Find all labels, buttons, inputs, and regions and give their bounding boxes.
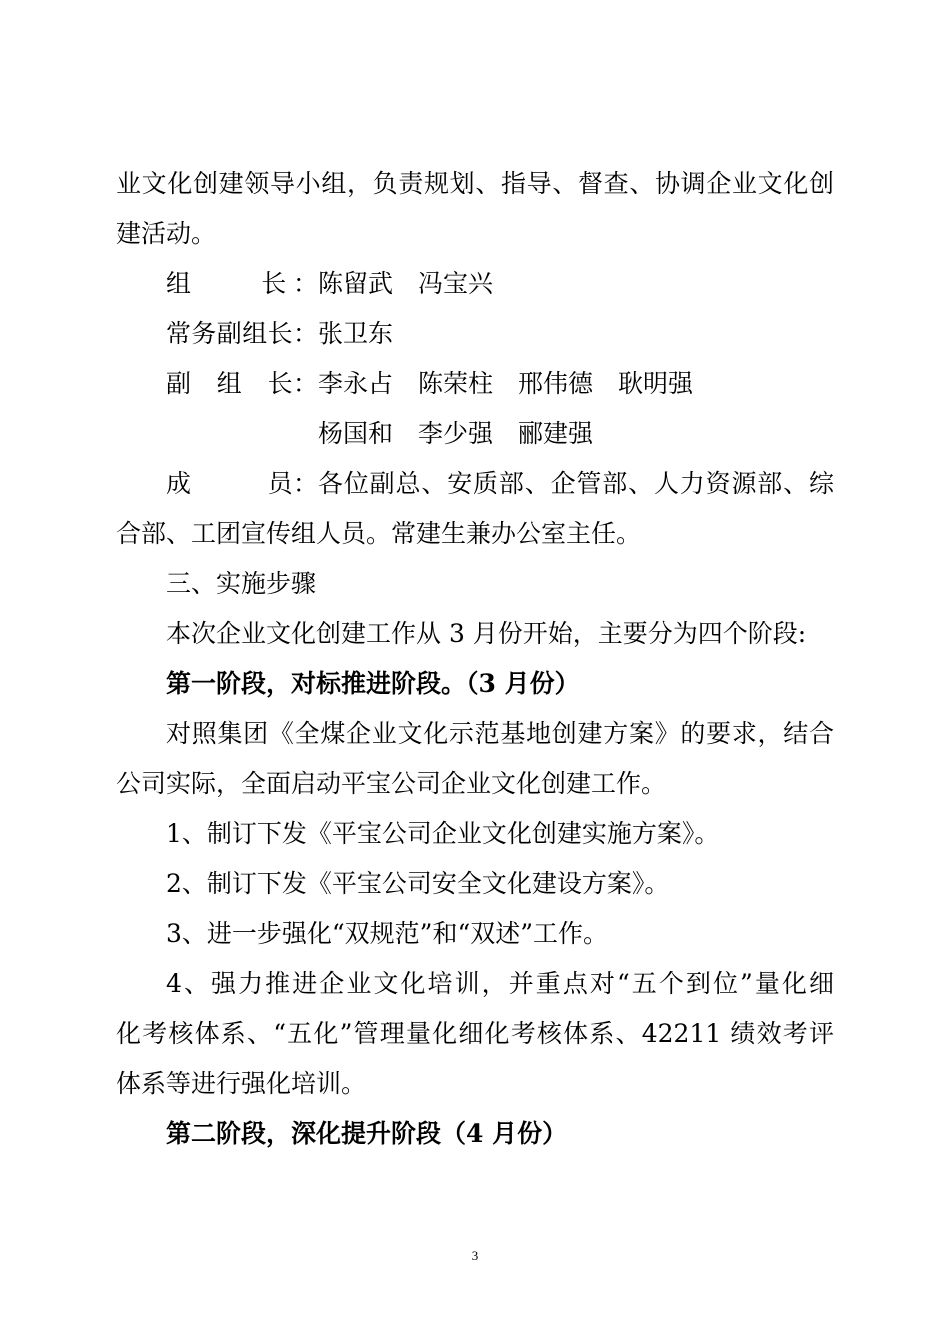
roster-names: 杨国和 李少强 郦建强 (318, 419, 594, 448)
paragraph-line: 本次企业文化创建工作从 3 月份开始，主要分为四个阶段: (166, 619, 807, 648)
paragraph-line: 公司实际，全面启动平宝公司企业文化创建工作。 (116, 769, 667, 798)
paragraph-line: 业文化创建领导小组，负责规划、指导、督查、协调企业文化创 (116, 169, 834, 198)
paragraph-line: 合部、工团宣传组人员。常建生兼办公室主任。 (116, 519, 642, 548)
roster-names: 张卫东 (318, 319, 394, 348)
list-item: 2、制订下发《平宝公司安全文化建设方案》。 (166, 869, 670, 898)
section-heading: 三、实施步骤 (166, 569, 317, 598)
roster-names: 李永占 陈荣柱 邢伟德 耿明强 (318, 369, 694, 398)
paragraph-line: 化考核体系、“五化”管理量化细化考核体系、42211 绩效考评 (116, 1019, 834, 1048)
roster-role: 成 员： (166, 469, 318, 498)
list-item: 4、强力推进企业文化培训，并重点对“五个到位”量化细 (166, 969, 834, 998)
roster-names: 各位副总、安质部、企管部、人力资源部、综 (318, 469, 834, 498)
roster-row-exec-deputy (0, 318, 950, 350)
paragraph-line: 体系等进行强化培训。 (116, 1069, 367, 1098)
roster-row-deputy (0, 368, 950, 400)
roster-names: 陈留武 冯宝兴 (318, 269, 494, 298)
roster-row-deputy-continued (0, 418, 950, 450)
roster-role: 副 组 长： (166, 369, 318, 398)
roster-row-leader (0, 268, 950, 300)
roster-row-members (0, 468, 950, 500)
paragraph-line: 建活动。 (116, 219, 217, 248)
roster-role: 组 长： (166, 269, 318, 298)
list-item: 1、制订下发《平宝公司企业文化创建实施方案》。 (166, 819, 720, 848)
paragraph-line: 对照集团《全煤企业文化示范基地创建方案》的要求，结合 (166, 719, 834, 748)
list-item: 3、进一步强化“双规范”和“双述”工作。 (166, 919, 609, 948)
page-number: 3 (471, 1248, 479, 1263)
stage-heading: 第一阶段，对标推进阶段。（3 月份） (166, 669, 580, 698)
stage-heading: 第二阶段，深化提升阶段（4 月份） (166, 1119, 568, 1148)
roster-role: 常务副组长： (166, 319, 318, 348)
